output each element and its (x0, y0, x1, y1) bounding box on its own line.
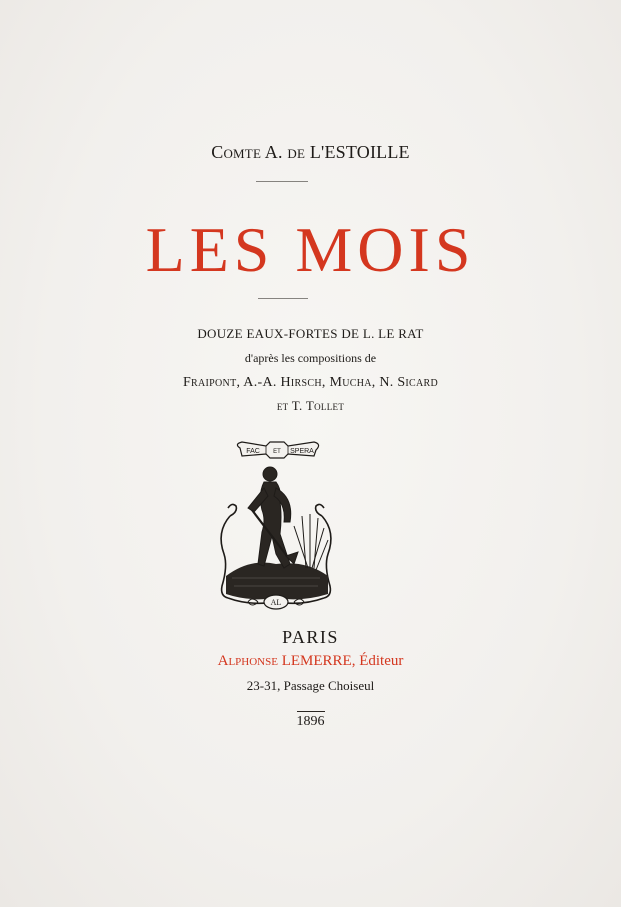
imprint-publisher (0, 654, 621, 669)
motto-banner (237, 442, 318, 458)
year-text: 1896 (297, 711, 325, 729)
motto-right: SPERA (290, 448, 314, 455)
rule-lower (258, 298, 308, 299)
subtitle-artists: Fraipont, A.-A. Hirsch, Mucha, N. Sicard (182, 375, 439, 390)
publisher-name: Alphonse LEMERRE, (217, 653, 356, 669)
subtitle-artists-end: et T. Tollet (276, 398, 345, 413)
imprint-year (0, 711, 621, 729)
publisher-role: Éditeur (359, 653, 404, 669)
motto-center: ET (273, 449, 281, 455)
rule-upper (256, 181, 308, 182)
monogram-text: AL (270, 598, 282, 607)
imprint-city: PARIS (282, 627, 339, 647)
printer-device-icon (210, 436, 342, 612)
imprint-address: 23-31, Passage Choiseul (246, 678, 375, 693)
author-line (0, 143, 621, 161)
motto-left: FAC (246, 448, 260, 455)
subtitle-after: d'après les compositions de (244, 351, 377, 365)
subtitle-etchings: DOUZE EAUX-FORTES DE L. LE RAT (197, 326, 424, 341)
book-title: LES MOIS (145, 214, 476, 285)
author-name: L'ESTOILLE (309, 142, 410, 162)
laborer-figure (248, 467, 298, 568)
author-prefix: Comte A. de (211, 142, 306, 162)
wheat-stalks (294, 514, 328, 570)
